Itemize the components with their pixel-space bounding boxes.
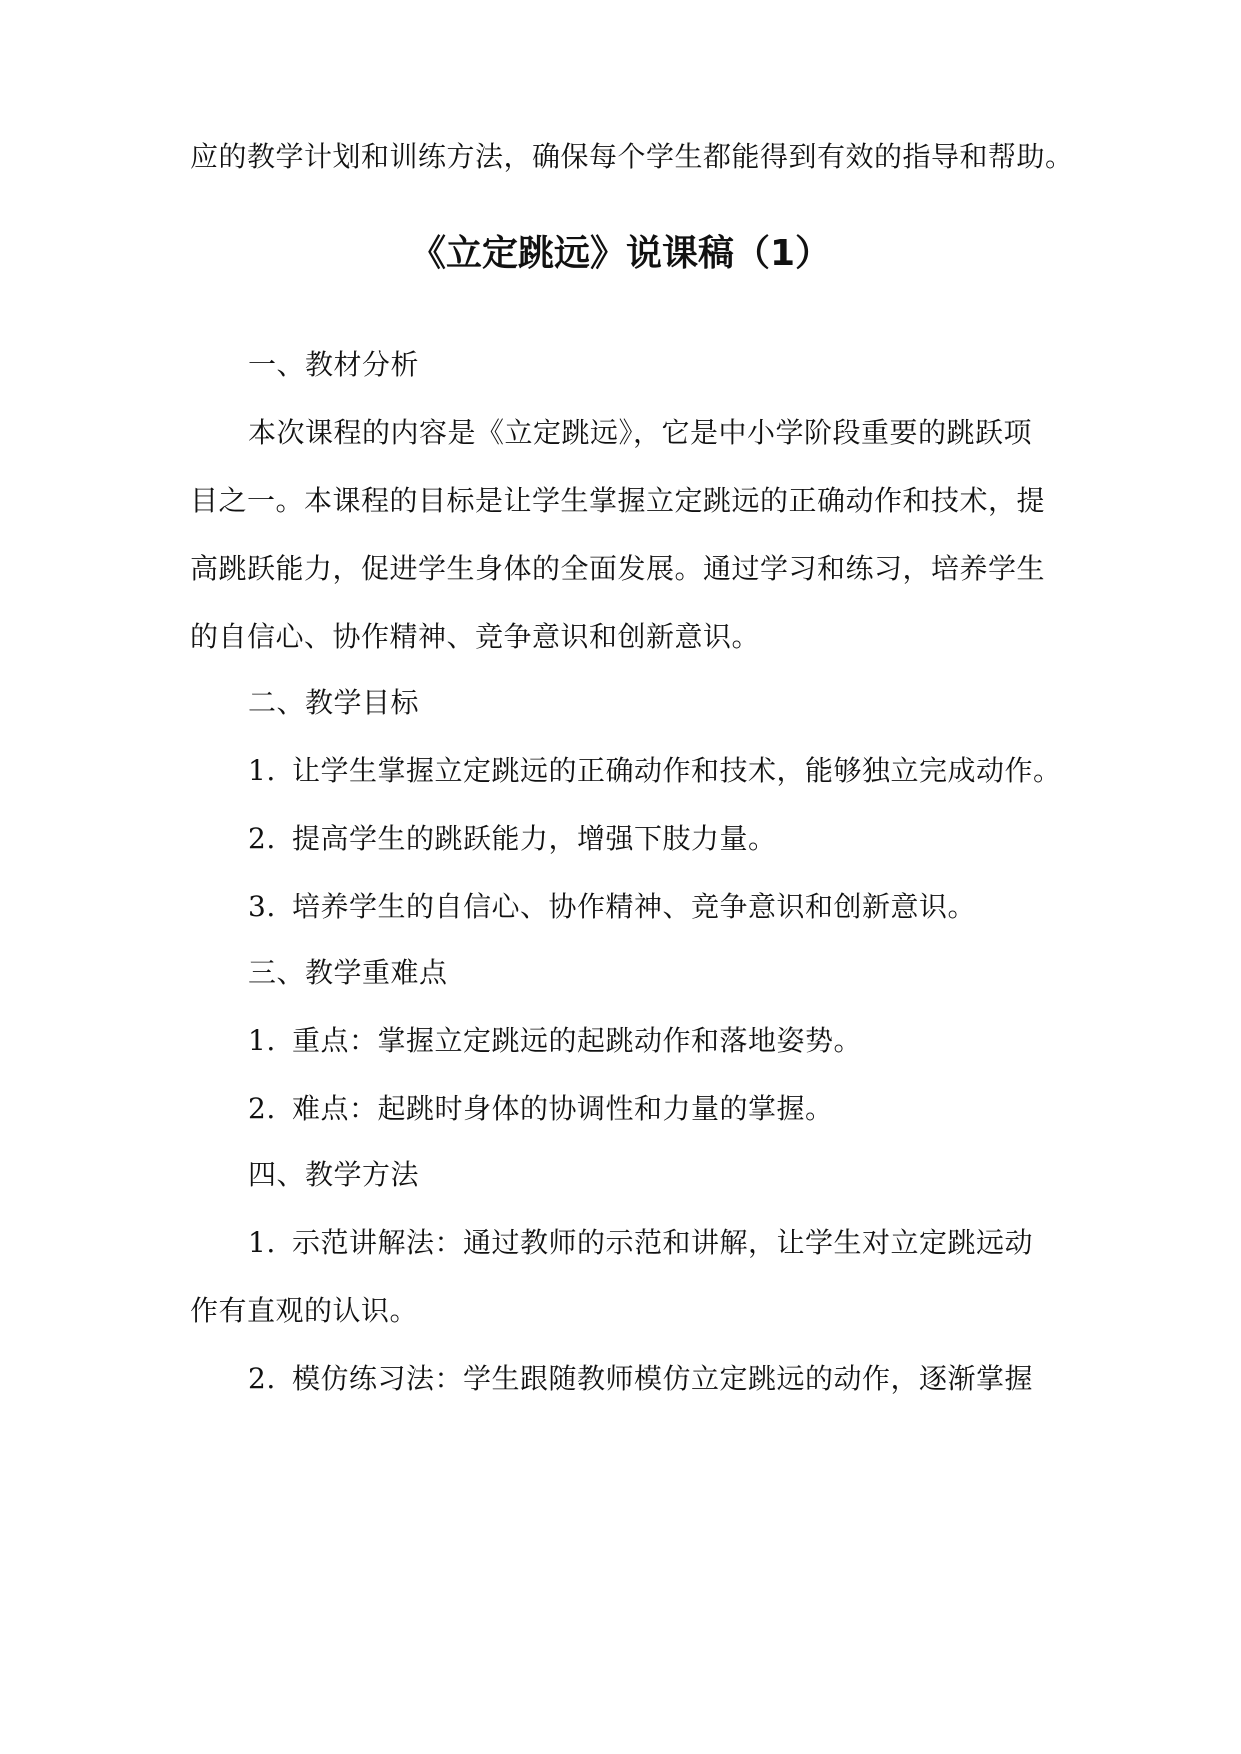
list-text: 模仿练习法：学生跟随教师模仿立定跳远的动作，逐渐掌握: [292, 1362, 1034, 1395]
list-number: 1.: [248, 1024, 276, 1057]
section-heading-3: 三、教学重难点: [248, 956, 448, 989]
list-text: 难点：起跳时身体的协调性和力量的掌握。: [292, 1092, 834, 1125]
list-item: [248, 1089, 1070, 1129]
list-number: 1.: [248, 754, 276, 787]
list-number: 1.: [248, 1226, 276, 1259]
document-title: 《立定跳远》说课稿（1）: [409, 233, 832, 274]
list-item: [248, 751, 1070, 791]
list-item: [248, 1359, 1070, 1399]
list-text: 提高学生的跳跃能力，增强下肢力量。: [292, 822, 777, 855]
section-heading-1: 一、教材分析: [248, 348, 420, 381]
section-heading-2: 二、教学目标: [248, 686, 420, 719]
list-text: 示范讲解法：通过教师的示范和讲解，让学生对立定跳远动: [292, 1226, 1034, 1259]
list-item: [248, 887, 1070, 927]
list-item: [248, 1223, 1070, 1263]
list-number: 3.: [248, 890, 276, 923]
list-text: 让学生掌握立定跳远的正确动作和技术，能够独立完成动作。: [292, 754, 1062, 787]
list-number: 2.: [248, 1362, 276, 1395]
list-number: 2.: [248, 822, 276, 855]
section-heading-4: 四、教学方法: [248, 1158, 420, 1191]
paragraph-line: 本次课程的内容是《立定跳远》，它是中小学阶段重要的跳跃项: [248, 416, 1033, 449]
paragraph-line: 高跳跃能力，促进学生身体的全面发展。通过学习和练习，培养学生: [190, 552, 1046, 585]
carryover-line: 应的教学计划和训练方法，确保每个学生都能得到有效的指导和帮助。: [190, 140, 1074, 173]
list-item-continuation: 作有直观的认识。: [190, 1294, 419, 1327]
list-text: 培养学生的自信心、协作精神、竞争意识和创新意识。: [292, 890, 977, 923]
list-text: 重点：掌握立定跳远的起跳动作和落地姿势。: [292, 1024, 863, 1057]
paragraph-line: 目之一。本课程的目标是让学生掌握立定跳远的正确动作和技术，提: [190, 484, 1046, 517]
paragraph-line: 的自信心、协作精神、竞争意识和创新意识。: [190, 620, 761, 653]
list-item: [248, 1021, 1070, 1061]
list-number: 2.: [248, 1092, 276, 1125]
list-item: [248, 819, 1070, 859]
